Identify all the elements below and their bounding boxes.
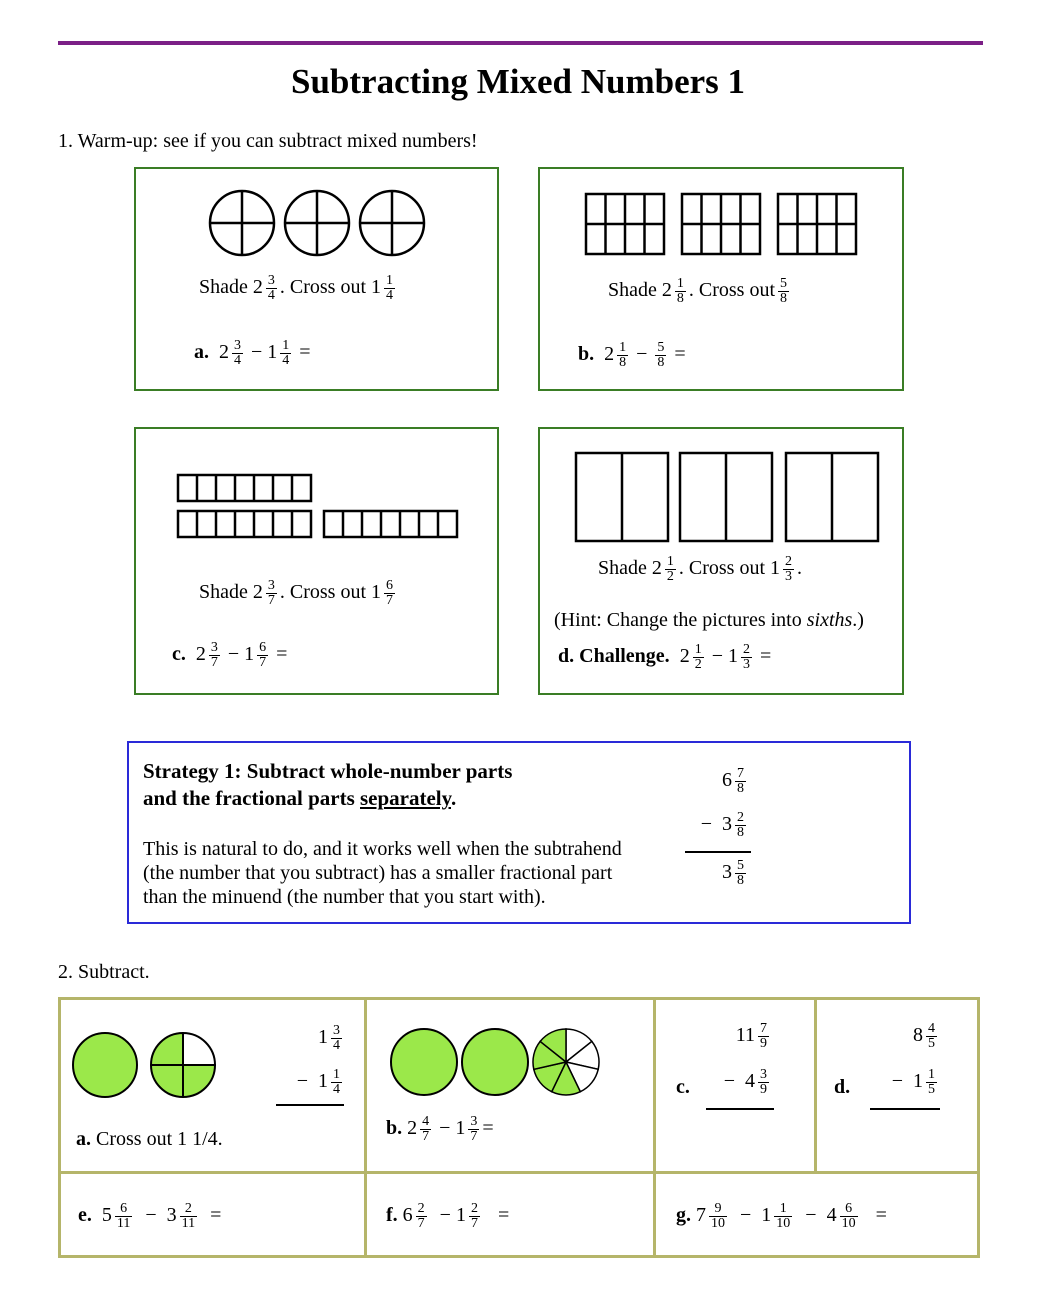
q1-box-b — [538, 167, 904, 391]
strategy-body-line2: (the number that you subtract) has a smaller fractional part — [143, 862, 613, 884]
q2b-circles-figure — [388, 1026, 603, 1098]
table-col-divider — [653, 997, 656, 1258]
q2e-expression: e. 5 $\frac{6}{11}$ − 3 $\frac{2}{11}$ = — [78, 1201, 222, 1231]
strategy-box — [127, 741, 911, 924]
page-title: Subtracting Mixed Numbers 1 — [290, 62, 746, 101]
table-col-divider — [814, 997, 817, 1174]
title-rule — [58, 41, 983, 45]
q1-box-a — [134, 167, 499, 391]
q2-prompt: 2. Subtract. — [58, 961, 150, 983]
q1c-instructions: Shade 2 $\frac{3}{7}$ . Cross out 1 $\frac{6}{7}$ — [199, 578, 394, 608]
strategy-answer-rule — [685, 851, 751, 853]
strategy-title-line2: and the fractional parts separately. — [143, 786, 457, 810]
q2c-minuend: 11 $\frac{7}{9}$ — [735, 1021, 767, 1051]
q2a-subtrahend: − 1 $\frac{1}{4}$ — [296, 1067, 340, 1097]
q2c-answer-rule — [706, 1108, 774, 1110]
q1b-instructions: Shade 2 $\frac{1}{8}$ . Cross out $\frac{5}{8}$ — [608, 276, 788, 306]
q2b-expression: b. 2 $\frac{4}{7}$ − 1 $\frac{3}{7}$ = — [386, 1114, 494, 1144]
halves-rectangles-figure — [540, 449, 902, 549]
table-col-divider — [364, 997, 367, 1258]
q2d-subtrahend: − 1 $\frac{1}{5}$ — [891, 1067, 935, 1097]
q2d-label: d. — [834, 1076, 851, 1098]
q2f-expression: f. 6 $\frac{2}{7}$ − 1 $\frac{2}{7}$ = — [386, 1201, 510, 1231]
strategy-subtrahend: − 3 $\frac{2}{8}$ — [700, 810, 744, 840]
q1d-instructions: Shade 2 $\frac{1}{2}$ . Cross out 1 $\frac{2}{3}$ . — [598, 554, 803, 584]
table-row-divider — [58, 1171, 980, 1174]
q2c-subtrahend: − 4 $\frac{3}{9}$ — [723, 1067, 767, 1097]
q1c-expression: c. 2 $\frac{3}{7}$ − 1 $\frac{6}{7}$ = — [172, 640, 288, 670]
seventh-circle — [533, 1029, 599, 1095]
q1a-expression: a. 2 $\frac{3}{4}$ − 1 $\frac{1}{4}$ = — [194, 338, 311, 368]
q2a-circles-figure — [70, 1030, 230, 1100]
q2a-answer-rule — [276, 1104, 344, 1106]
strategy-title-line1: Strategy 1: Subtract whole-number parts — [143, 759, 513, 783]
strategy-minuend: 6 $\frac{7}{8}$ — [722, 766, 744, 796]
q2c-label: c. — [676, 1076, 690, 1098]
quarter-circles-figure — [136, 187, 497, 277]
q1-box-d — [538, 427, 904, 695]
strategy-difference: 3 $\frac{5}{8}$ — [722, 858, 744, 888]
q1a-instructions: Shade 2 $\frac{3}{4}$ . Cross out 1 $\frac{1}{4}$ — [199, 273, 394, 303]
q2d-minuend: 8 $\frac{4}{5}$ — [913, 1021, 935, 1051]
q2a-minuend: 1 $\frac{3}{4}$ — [318, 1023, 340, 1053]
q1d-hint: (Hint: Change the pictures into sixths.) — [554, 609, 864, 631]
q1-box-c — [134, 427, 499, 695]
eighths-rectangles-figure — [540, 191, 902, 261]
sevenths-bars-figure — [136, 469, 497, 549]
q2d-answer-rule — [870, 1108, 940, 1110]
strategy-body-line1: This is natural to do, and it works well when the subtrahend — [143, 838, 622, 860]
q1d-expression: d. Challenge. 2 $\frac{1}{2}$ − 1 $\frac{2}{3}$ = — [558, 642, 772, 672]
q2a-text: a. Cross out 1 1/4. — [76, 1128, 223, 1150]
q2g-expression: g. 7 $\frac{9}{10}$ − 1 $\frac{1}{10}$ − 4 $\frac{6}{10}$ = — [676, 1201, 887, 1231]
strategy-body-line3: than the minuend (the number that you start with). — [143, 886, 546, 908]
q1b-expression: b. 2 $\frac{1}{8}$ − $\frac{5}{8}$ = — [578, 340, 686, 370]
q1-prompt: 1. Warm-up: see if you can subtract mixed numbers! — [58, 130, 478, 152]
